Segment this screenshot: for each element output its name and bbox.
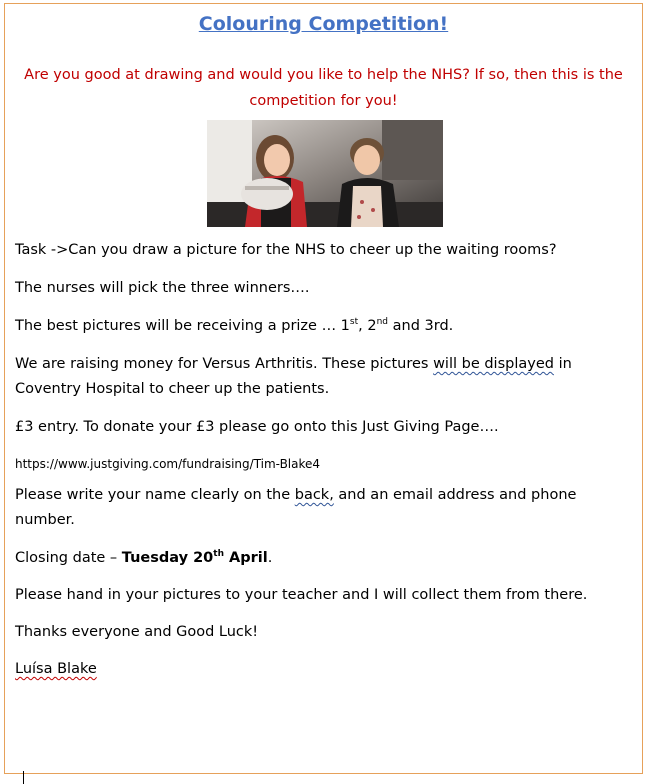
prize-suffix: and 3rd.: [388, 318, 454, 334]
intro-text: Are you good at drawing and would you like to help the NHS? If so, then this is the competition for you!: [24, 67, 623, 109]
prize-sup-first: st: [349, 317, 359, 328]
raising-grammar-mark: will be displayed: [433, 356, 554, 372]
prize-sup-second: nd: [376, 317, 389, 328]
name-note-part1: Please write your name clearly on the: [15, 487, 295, 503]
closing-sup: th: [213, 549, 224, 560]
signature-name: Luísa Blake: [15, 661, 97, 677]
raising-paragraph: [15, 352, 630, 402]
name-note-paragraph: [15, 483, 630, 533]
page-title: Colouring Competition!: [198, 13, 449, 35]
margin-marker: [23, 771, 24, 784]
prize-paragraph: [15, 314, 630, 339]
raising-part1: We are raising money for Versus Arthritis. These pictures: [15, 356, 434, 372]
prize-mid: , 2: [358, 318, 377, 334]
closing-date-paragraph: [15, 546, 630, 571]
name-note-grammar-mark: back,: [294, 487, 334, 503]
closing-prefix: Closing date –: [15, 550, 122, 566]
closing-day: Tuesday 20: [121, 550, 214, 566]
raising-part2: in Coventry Hospital to cheer up the patients.: [15, 356, 572, 397]
closing-month: April: [223, 550, 268, 566]
justgiving-url[interactable]: https://www.justgiving.com/fundraising/Tim-Blake4: [15, 457, 321, 471]
children-photo-graphic: [207, 120, 443, 227]
prize-prefix: The best pictures will be receiving a prize … 1: [15, 318, 350, 334]
signature: [15, 657, 630, 682]
thanks-paragraph: Thanks everyone and Good Luck!: [15, 624, 259, 640]
closing-suffix: .: [267, 550, 273, 566]
document-page: [4, 3, 643, 774]
children-photo: [207, 120, 443, 227]
nurses-paragraph: The nurses will pick the three winners….: [15, 280, 310, 296]
hand-in-paragraph: Please hand in your pictures to your teacher and I will collect them from there.: [15, 587, 588, 603]
name-note-part2: and an email address and phone number.: [15, 487, 577, 528]
task-paragraph: Task ->Can you draw a picture for the NHS to cheer up the waiting rooms?: [15, 242, 557, 258]
entry-paragraph: £3 entry. To donate your £3 please go onto this Just Giving Page….: [15, 419, 499, 435]
